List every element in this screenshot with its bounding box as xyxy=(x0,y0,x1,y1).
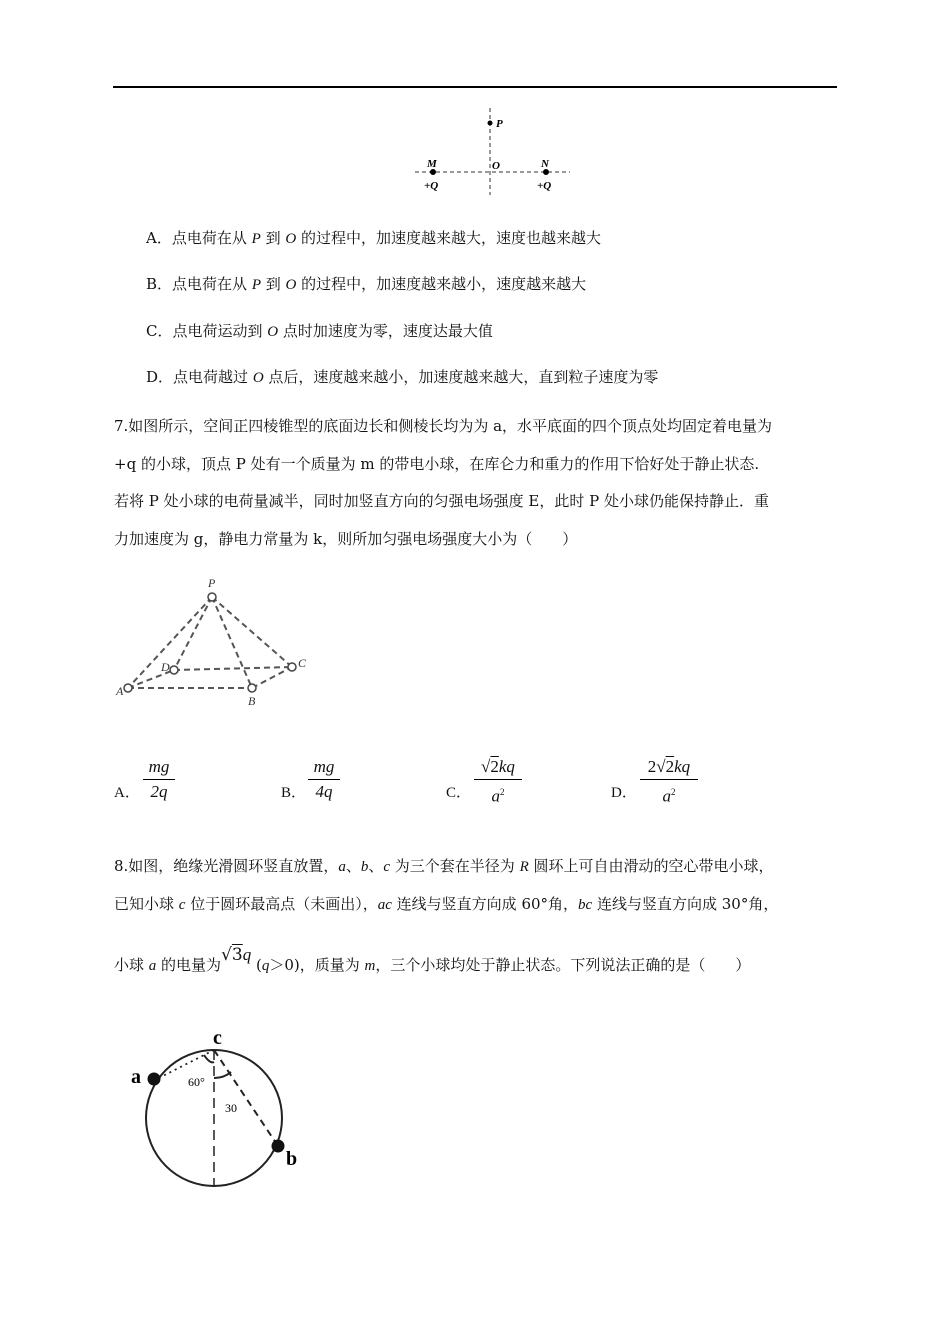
q7-line-2: +q 的小球，顶点 P 处有一个质量为 m 的带电小球，在库仑力和重力的作用下恰好处于静止状态. xyxy=(114,455,760,473)
vertex-C xyxy=(288,663,296,671)
denominator: 4q xyxy=(315,782,333,801)
q7-option-b-letter: B． xyxy=(281,785,307,801)
vertex-B xyxy=(248,684,256,692)
var: a xyxy=(148,958,157,974)
option-text: 的过程中，加速度越来越大，速度也越来越大 xyxy=(296,229,601,247)
q7-option-a-fraction xyxy=(143,757,175,802)
fraction-bar xyxy=(640,779,698,780)
text: 、 xyxy=(345,857,361,875)
q6-option-d xyxy=(146,367,658,388)
text: 、 xyxy=(368,857,384,875)
sqrt-symbol: √ xyxy=(481,757,491,776)
angle-60-arc xyxy=(204,1055,214,1062)
option-text: 点后，速度越来越小，加速度越来越大，直到粒子速度为零 xyxy=(263,368,659,386)
den-exponent: 2 xyxy=(500,787,505,797)
radicand: 2 xyxy=(490,757,499,776)
option-text: 点电荷越过 xyxy=(173,368,253,386)
label-D: D xyxy=(161,660,170,674)
label-a: a xyxy=(131,1066,141,1088)
numerator xyxy=(640,757,698,777)
label-N: N xyxy=(541,158,549,170)
option-letter: C． xyxy=(146,322,173,340)
charge-expression xyxy=(221,945,251,965)
label-M: M xyxy=(427,158,437,170)
angle-30-arc xyxy=(214,1072,231,1078)
var: O xyxy=(285,277,297,293)
fraction-bar xyxy=(474,779,522,780)
vertex-P xyxy=(208,593,216,601)
label-P: P xyxy=(208,576,216,590)
numerator: mg xyxy=(313,757,335,776)
text: ，三个小球均处于静止状态。下列说法正确的是（ ） xyxy=(375,956,751,974)
charges-figure xyxy=(410,105,580,197)
q7-option-d-letter: D． xyxy=(611,785,637,801)
option-text: 点电荷运动到 xyxy=(172,322,268,340)
label-P: P xyxy=(496,118,503,130)
pyramid-figure xyxy=(112,575,322,710)
denominator: 2q xyxy=(150,782,168,801)
var: O xyxy=(252,370,264,386)
label-charge-right: +Q xyxy=(537,180,552,192)
label-b: b xyxy=(286,1148,298,1170)
option-text: 点时加速度为零，速度达最大值 xyxy=(278,322,493,340)
var: q xyxy=(261,958,270,974)
var: P xyxy=(251,231,261,247)
q7-line-1: 7.如图所示，空间正四棱锥型的底面边长和侧棱长均为为 a，水平底面的四个顶点处均固定着电量为 xyxy=(114,417,773,435)
q6-option-b xyxy=(146,274,586,295)
var: b xyxy=(360,859,369,875)
var: bc xyxy=(578,897,593,913)
var: c xyxy=(383,859,391,875)
var: O xyxy=(267,324,279,340)
text: ( xyxy=(251,956,262,974)
vertex-A xyxy=(124,684,132,692)
var: R xyxy=(519,859,529,875)
ball-a xyxy=(148,1073,161,1086)
text: ＞0)，质量为 xyxy=(269,956,365,974)
text: 位于圆环最高点（未画出）， xyxy=(185,895,378,913)
sqrt-symbol: √ xyxy=(656,757,666,776)
option-text: 点电荷在从 xyxy=(171,229,252,247)
numerator: mg xyxy=(148,757,170,776)
label-C: C xyxy=(298,656,307,670)
option-text: 到 xyxy=(260,275,286,293)
var: a xyxy=(338,859,346,875)
q7-option-c-fraction xyxy=(474,757,522,807)
q8-line-2 xyxy=(114,894,778,915)
label-60: 60° xyxy=(188,1075,205,1089)
text: 小球 xyxy=(114,956,149,974)
text: 连线与竖直方向成 60°角， xyxy=(391,895,579,913)
coef: 2 xyxy=(647,757,657,776)
option-text: 点电荷在从 xyxy=(172,275,252,293)
q7-line-4: 力加速度为 g，静电力常量为 k，则所加匀强电场强度大小为（ ） xyxy=(114,530,578,548)
option-text: 的过程中，加速度越来越小，速度越来越大 xyxy=(296,275,587,293)
option-text: 到 xyxy=(260,229,286,247)
fraction-bar xyxy=(143,779,175,780)
q8-line-1 xyxy=(114,856,774,877)
var: ac xyxy=(377,897,392,913)
vertex-D xyxy=(170,666,178,674)
radicand: 2 xyxy=(665,757,675,776)
q7-option-a-letter: A． xyxy=(114,785,140,801)
text: 已知小球 xyxy=(114,895,179,913)
q7-line-3: 若将 P 处小球的电荷量减半，同时加竖直方向的匀强电场强度 E，此时 P 处小球仍能保持静止．重 xyxy=(114,492,769,510)
var: c xyxy=(178,897,186,913)
radicand: 3 xyxy=(231,945,243,965)
text: 连线与竖直方向成 30°角， xyxy=(592,895,779,913)
numerator xyxy=(474,757,522,777)
option-letter: D． xyxy=(146,368,174,386)
ac-dotted-line xyxy=(155,1050,214,1080)
text: 圆环上可自由滑动的空心带电小球， xyxy=(528,857,774,875)
var: q xyxy=(242,945,252,964)
ball-b xyxy=(272,1140,285,1153)
var: P xyxy=(251,277,261,293)
label-O: O xyxy=(492,160,500,172)
sqrt-symbol: √ xyxy=(221,945,232,965)
text: 8.如图，绝缘光滑圆环竖直放置， xyxy=(114,857,339,875)
num-rest: kq xyxy=(674,757,691,776)
option-letter: A． xyxy=(146,229,172,247)
header-rule xyxy=(113,86,837,88)
bc-dashed-line xyxy=(214,1050,278,1146)
q7-option-d-fraction xyxy=(640,757,698,807)
q6-option-c xyxy=(146,321,493,342)
option-letter: B． xyxy=(146,275,173,293)
q8-line-3 xyxy=(114,945,751,976)
denominator xyxy=(640,782,698,807)
label-charge-left: +Q xyxy=(424,180,439,192)
num-rest: kq xyxy=(498,757,515,776)
ring-figure xyxy=(125,1020,315,1195)
label-B: B xyxy=(248,694,256,708)
den-base: a xyxy=(662,786,671,806)
var: O xyxy=(285,231,297,247)
q7-option-c-letter: C． xyxy=(446,785,472,801)
point-P xyxy=(488,121,493,126)
fraction-bar xyxy=(308,779,340,780)
text: 的电量为 xyxy=(156,956,222,974)
var: m xyxy=(364,958,376,974)
text: 为三个套在半径为 xyxy=(390,857,520,875)
den-exponent: 2 xyxy=(671,787,676,797)
label-30: 30 xyxy=(225,1101,237,1115)
label-c: c xyxy=(213,1027,222,1049)
q6-option-a xyxy=(146,228,601,249)
den-base: a xyxy=(491,786,500,806)
denominator xyxy=(474,782,522,807)
q7-option-b-fraction xyxy=(308,757,340,802)
label-A: A xyxy=(116,684,124,698)
